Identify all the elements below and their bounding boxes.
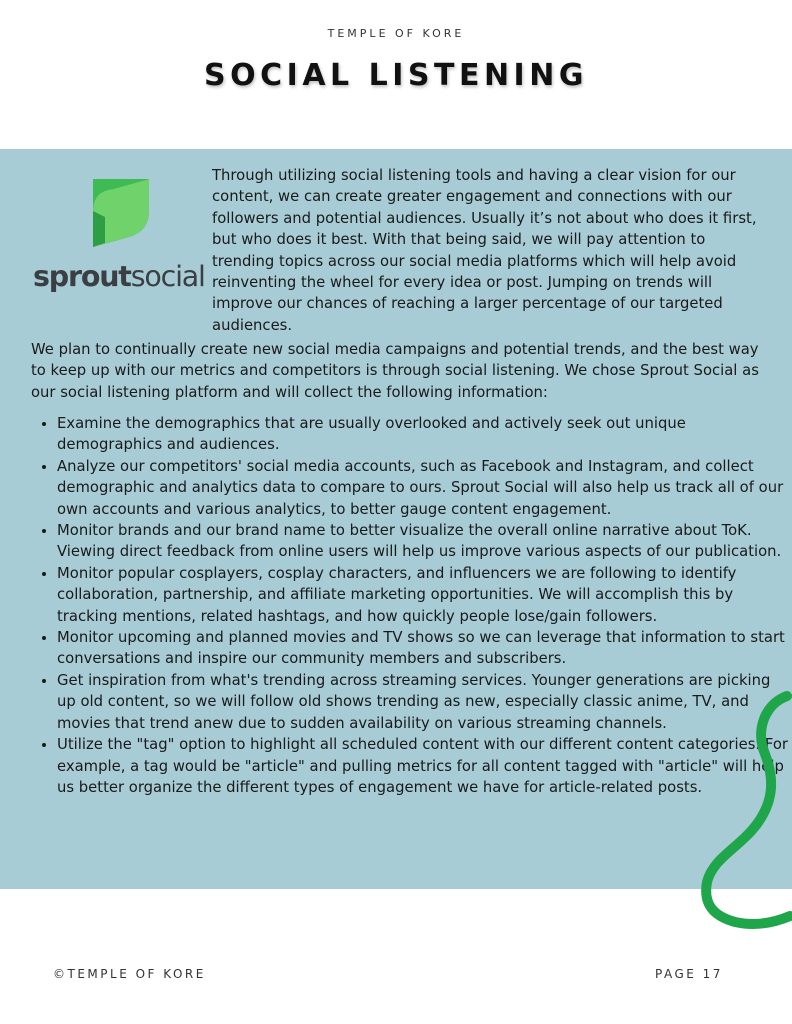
list-item: • Analyze our competitors' social media accounts, such as Facebook and Instagram, and collect demographic and analytics data to compare to ours. Sprout Social will also help us track all of our own accounts and various analytics, to better gauge content engagement. xyxy=(57,456,792,520)
body-paragraph: We plan to continually create new social media campaigns and potential trends, and the best way to keep up with our metrics and competitors is through social listening. We chose Sprout Social as our social listening platform and will collect the following information: xyxy=(31,341,759,401)
list-item: • Monitor brands and our brand name to better visualize the overall online narrative about ToK. Viewing direct feedback from online users will help us improve various aspects of our publication. xyxy=(57,520,792,563)
decorative-squiggle xyxy=(695,690,792,940)
header-brand: TEMPLE OF KORE xyxy=(327,27,465,40)
info-list xyxy=(31,413,792,798)
page-title: SOCIAL LISTENING xyxy=(204,58,588,93)
list-item: • Examine the demographics that are usually overlooked and actively seek out unique demographics and audiences. xyxy=(57,413,792,456)
page-number: PAGE 17 xyxy=(655,967,723,981)
logo-word-light: social xyxy=(130,260,205,293)
logo-wordmark xyxy=(33,260,208,293)
list-item: • Get inspiration from what's trending across streaming services. Younger generations are picking up old content, so we will follow old shows trending as new, especially classic anime, TV, and movies that trend anew due to sudden availability on various streaming channels. xyxy=(57,670,792,734)
sprout-leaf-icon xyxy=(91,177,151,247)
logo-word-bold: sprout xyxy=(33,260,131,293)
intro-paragraph: Through utilizing social listening tools and having a clear vision for our content, we can create greater engagement and connections with our followers and potential audiences. Usually it’s not about who does it first, but who does it best. With that being said, we will pay attention to trending topics across our social media platforms which will help avoid reinventing the wheel for every idea or post. Jumping on trends will improve our chances of reaching a larger percentage of our targeted audiences. xyxy=(212,167,757,334)
list-item: • Monitor popular cosplayers, cosplay characters, and influencers we are following to identify collaboration, partnership, and affiliate marketing opportunities. We will accomplish this by tracking mentions, related hashtags, and how quickly people lose/gain followers. xyxy=(57,563,792,627)
footer-copyright: ©TEMPLE OF KORE xyxy=(53,967,206,981)
content-panel xyxy=(0,149,792,889)
sprout-social-logo xyxy=(33,177,203,302)
list-item: • Utilize the "tag" option to highlight all scheduled content with our different content categories. For example, a tag would be "article" and pulling metrics for all content tagged with "article" will help us better organize the different types of engagement we have for article-related posts. xyxy=(57,734,792,798)
list-item: • Monitor upcoming and planned movies and TV shows so we can leverage that information to start conversations and inspire our community members and subscribers. xyxy=(57,627,792,670)
